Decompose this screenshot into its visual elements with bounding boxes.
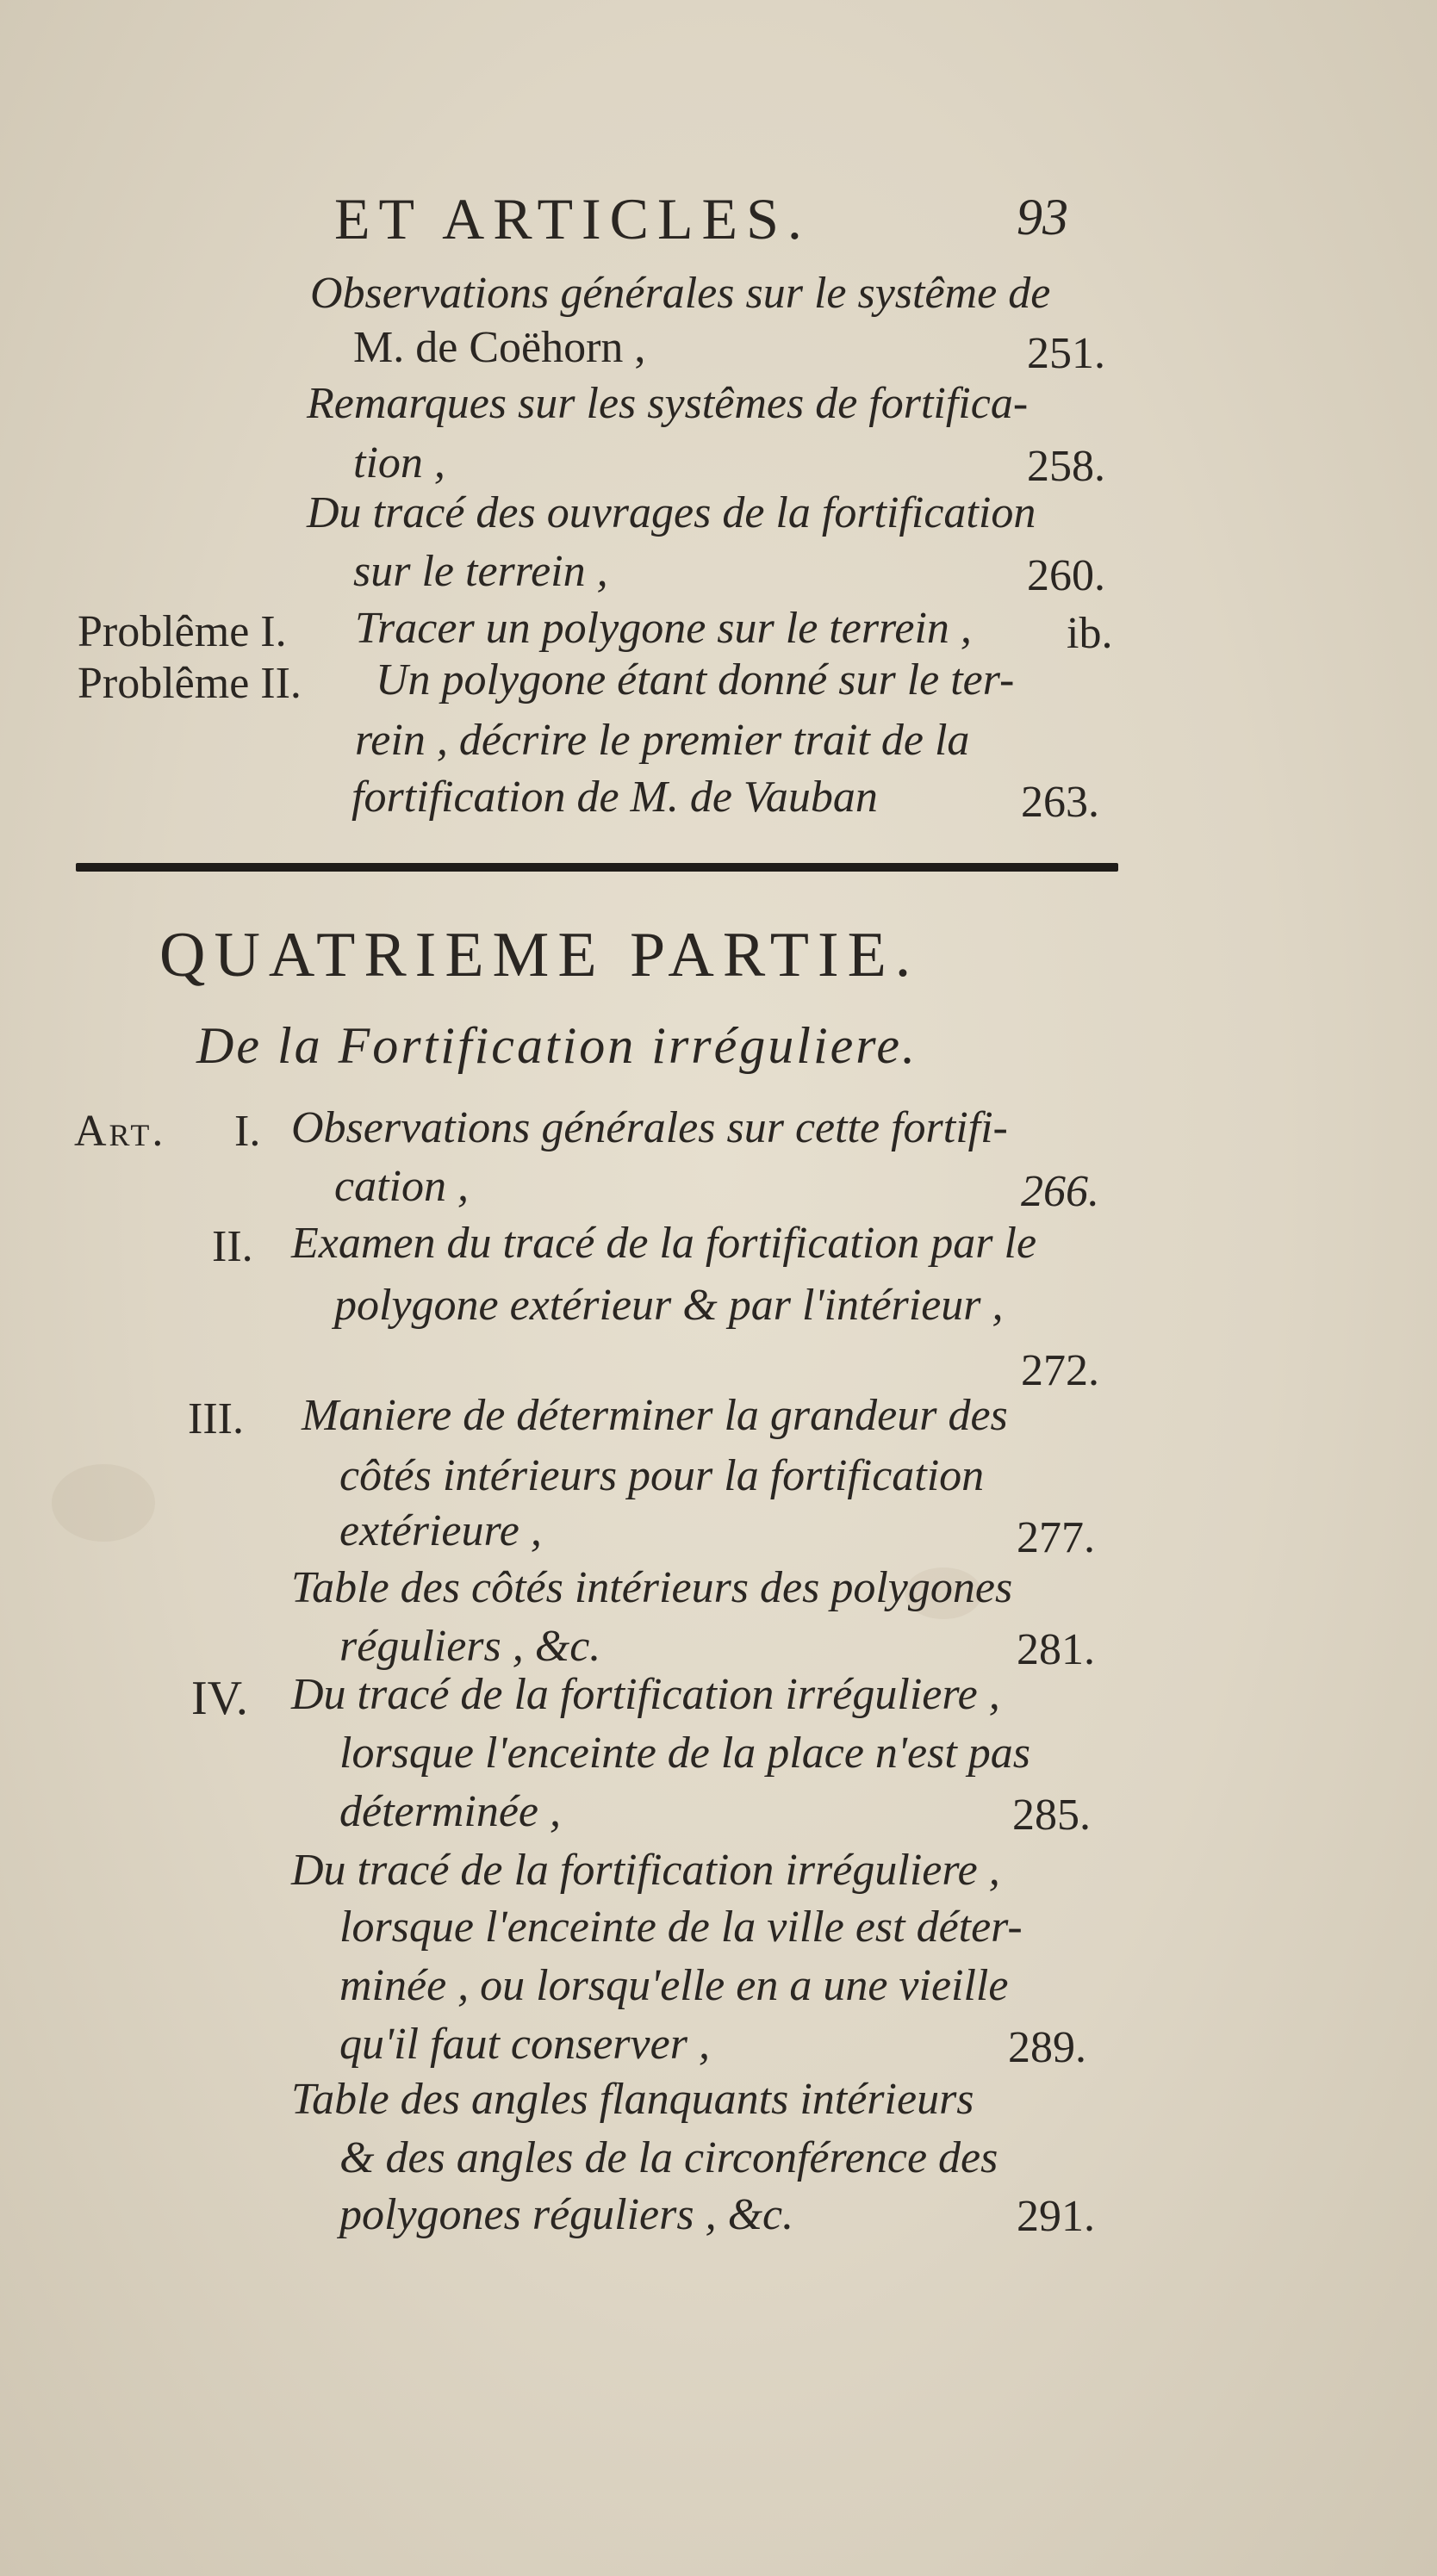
article-title: Maniere de déterminer la grandeur des bbox=[302, 1391, 1008, 1440]
article-number: III. bbox=[188, 1394, 244, 1443]
article-number: I. bbox=[234, 1107, 261, 1156]
entry-continuation: M. de Coëhorn , bbox=[353, 323, 646, 372]
entry-title: Remarques sur les systêmes de fortifica- bbox=[307, 379, 1029, 428]
problem-text: Tracer un polygone sur le terrein , bbox=[355, 604, 972, 653]
article-title: Examen du tracé de la fortification par le bbox=[291, 1219, 1037, 1268]
problem-page: ib. bbox=[1067, 609, 1113, 658]
problem-continuation: rein , décrire le premier trait de la bbox=[355, 716, 970, 765]
article-continuation: qu'il faut conserver , bbox=[339, 2020, 710, 2069]
article-continuation: polygones réguliers , &c. bbox=[339, 2190, 794, 2239]
article-continuation: lorsque l'enceinte de la ville est déter- bbox=[339, 1903, 1023, 1952]
article-title: Observations générales sur cette fortifi- bbox=[291, 1103, 1008, 1152]
article-continuation: & des angles de la circonférence des bbox=[339, 2133, 998, 2182]
article-continuation: minée , ou lorsqu'elle en a une vieille bbox=[339, 1961, 1009, 2010]
article-page: 272. bbox=[1021, 1346, 1099, 1395]
article-page: 266. bbox=[1021, 1167, 1099, 1216]
article-page: 291. bbox=[1017, 2192, 1095, 2241]
article-title: Table des côtés intérieurs des polygones bbox=[291, 1563, 1013, 1612]
section-divider bbox=[76, 863, 1118, 872]
entry-title: Observations générales sur le systême de bbox=[310, 269, 1051, 318]
article-continuation: lorsque l'enceinte de la place n'est pas bbox=[339, 1729, 1031, 1778]
article-continuation: cation , bbox=[334, 1162, 469, 1211]
entry-page: 258. bbox=[1027, 442, 1105, 491]
article-continuation: côtés intérieurs pour la fortification bbox=[339, 1451, 985, 1500]
part-subtitle: De la Fortification irréguliere. bbox=[196, 1017, 918, 1074]
article-continuation: polygone extérieur & par l'intérieur , bbox=[334, 1281, 1004, 1330]
entry-page: 251. bbox=[1027, 329, 1105, 378]
entry-continuation: tion , bbox=[353, 438, 445, 487]
article-continuation: réguliers , &c. bbox=[339, 1622, 601, 1671]
article-continuation: déterminée , bbox=[339, 1787, 562, 1836]
article-page: 277. bbox=[1017, 1513, 1095, 1562]
problem-text: Un polygone étant donné sur le ter- bbox=[376, 655, 1015, 705]
problem-page: 263. bbox=[1021, 778, 1099, 827]
running-head: ET ARTICLES. bbox=[334, 186, 811, 251]
article-label: Art. bbox=[74, 1107, 166, 1156]
page-number: 93 bbox=[1017, 189, 1068, 245]
article-number: II. bbox=[212, 1222, 253, 1271]
article-continuation: extérieure , bbox=[339, 1506, 542, 1555]
paper-stain bbox=[52, 1464, 155, 1542]
problem-continuation: fortification de M. de Vauban bbox=[351, 773, 878, 822]
entry-continuation: sur le terrein , bbox=[353, 547, 608, 596]
article-title: Du tracé de la fortification irréguliere , bbox=[291, 1846, 1000, 1895]
article-page: 289. bbox=[1008, 2023, 1086, 2072]
problem-label: Problême I. bbox=[78, 607, 287, 656]
entry-title: Du tracé des ouvrages de la fortification bbox=[307, 488, 1036, 537]
part-title: QUATRIEME PARTIE. bbox=[159, 920, 920, 990]
problem-label: Problême II. bbox=[78, 659, 302, 708]
article-page: 285. bbox=[1012, 1791, 1091, 1840]
article-page: 281. bbox=[1017, 1625, 1095, 1674]
entry-page: 260. bbox=[1027, 551, 1105, 600]
article-number: IV. bbox=[191, 1672, 248, 1725]
article-title: Table des angles flanquants intérieurs bbox=[291, 2075, 974, 2124]
article-title: Du tracé de la fortification irréguliere , bbox=[291, 1670, 1000, 1719]
